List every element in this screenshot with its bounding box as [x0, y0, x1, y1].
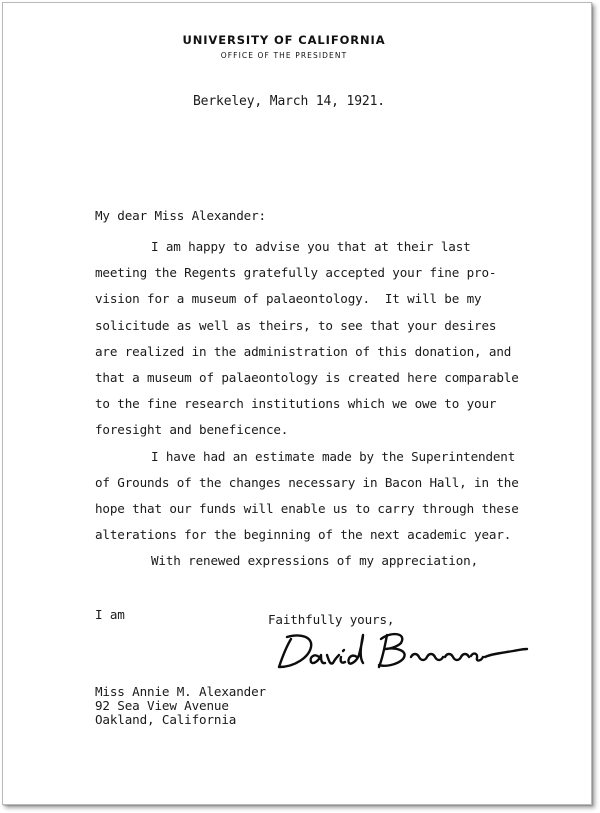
closing-line: Faithfully yours,	[268, 612, 395, 627]
handwritten-signature	[275, 627, 529, 675]
letterhead-institution: UNIVERSITY OF CALIFORNIA	[182, 33, 386, 47]
body-line: that a museum of palaeontology is created here comparable	[95, 369, 519, 385]
letter-body	[95, 234, 519, 574]
letterhead-office: OFFICE OF THE PRESIDENT	[220, 51, 348, 60]
recipient-name: Miss Annie M. Alexander	[95, 684, 266, 699]
salutation: My dear Miss Alexander:	[95, 208, 266, 223]
body-line: I have had an estimate made by the Superintendent	[151, 448, 516, 464]
body-line: of Grounds of the changes necessary in Bacon Hall, in the	[95, 474, 519, 490]
date-line: Berkeley, March 14, 1921.	[193, 94, 385, 109]
i-am-line: I am	[95, 607, 125, 622]
body-line: hope that our funds will enable us to carry through these	[95, 500, 519, 516]
body-line: solicitude as well as theirs, to see that your desires	[95, 317, 497, 333]
body-line: foresight and beneficence.	[95, 422, 289, 438]
body-line: are realized in the administration of this donation, and	[95, 343, 512, 359]
recipient-address	[95, 685, 266, 727]
recipient-street: 92 Sea View Avenue	[95, 698, 229, 713]
body-line: With renewed expressions of my appreciation,	[151, 553, 479, 569]
body-line: I am happy to advise you that at their last	[151, 239, 471, 254]
recipient-city: Oakland, California	[95, 712, 237, 727]
body-line: vision for a museum of palaeontology. It will be my	[95, 291, 482, 307]
body-line: meeting the Regents gratefully accepted your fine pro-	[95, 265, 497, 281]
body-line: to the fine research institutions which we owe to your	[95, 396, 497, 412]
letter-page	[2, 2, 592, 805]
body-line: alterations for the beginning of the next academic year.	[95, 527, 512, 543]
